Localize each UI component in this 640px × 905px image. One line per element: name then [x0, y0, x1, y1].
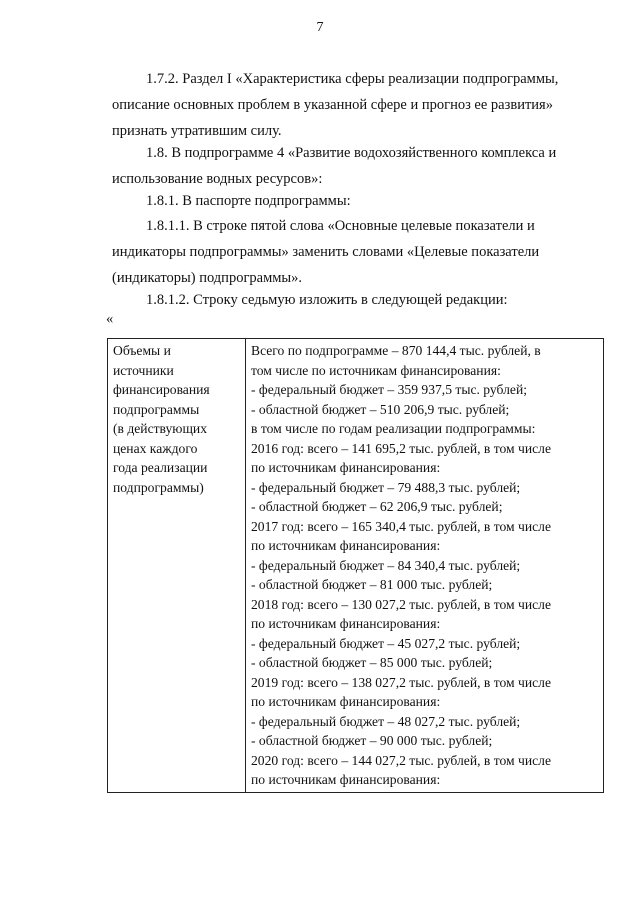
financing-line: - областной бюджет – 90 000 тыс. рублей; — [251, 733, 493, 748]
paragraph-line: 1.8. В подпрограмме 4 «Развитие водохозяйственного комплекса и — [146, 145, 557, 161]
opening-quote-mark: « — [106, 311, 114, 327]
paragraph-1-8 — [112, 140, 600, 192]
label-line: источники — [113, 362, 174, 378]
label-line: (в действующих — [113, 421, 207, 436]
financing-line: - федеральный бюджет – 79 488,3 тыс. рублей; — [251, 479, 521, 495]
label-line: подпрограммы — [113, 401, 200, 417]
financing-line: - федеральный бюджет – 48 027,2 тыс. рублей; — [251, 713, 521, 729]
financing-line: 2017 год: всего – 165 340,4 тыс. рублей, в том числе — [251, 518, 551, 534]
table-row — [108, 339, 604, 793]
financing-line: по источникам финансирования: — [251, 694, 441, 709]
paragraph-line: 1.8.1.1. В строке пятой слова «Основные целевые показатели и — [146, 218, 535, 234]
table-cell-financing-details — [246, 339, 604, 793]
financing-line: в том числе по годам реализации подпрограммы: — [251, 421, 536, 436]
paragraph-line: индикаторы подпрограммы» заменить словами «Целевые показатели — [112, 244, 540, 260]
financing-line: по источникам финансирования: — [251, 460, 441, 475]
paragraph-1-8-1-1 — [112, 213, 600, 291]
paragraph-line: 1.8.1. В паспорте подпрограммы: — [146, 193, 351, 209]
paragraph-line: признать утратившим силу. — [112, 123, 282, 139]
financing-line: том числе по источникам финансирования: — [251, 362, 501, 378]
financing-line: 2018 год: всего – 130 027,2 тыс. рублей, в том числе — [251, 596, 551, 612]
financing-line: - областной бюджет – 62 206,9 тыс. рублей; — [251, 499, 503, 514]
paragraph-1-7-2 — [112, 66, 600, 144]
label-line: Объемы и — [113, 343, 171, 358]
financing-table — [107, 338, 604, 793]
paragraph-1-8-1 — [112, 188, 600, 214]
financing-line: - областной бюджет – 85 000 тыс. рублей; — [251, 655, 493, 670]
paragraph-line: использование водных ресурсов»: — [112, 171, 323, 187]
financing-line: 2016 год: всего – 141 695,2 тыс. рублей, в том числе — [251, 440, 551, 456]
label-line: года реализации — [113, 460, 208, 475]
paragraph-line: 1.8.1.2. Строку седьмую изложить в следующей редакции: — [146, 292, 508, 308]
financing-line: по источникам финансирования: — [251, 616, 441, 631]
table-cell-label — [108, 339, 246, 793]
paragraph-line: 1.7.2. Раздел I «Характеристика сферы реализации подпрограммы, — [146, 71, 559, 87]
paragraph-line: (индикаторы) подпрограммы». — [112, 270, 303, 286]
financing-line: 2020 год: всего – 144 027,2 тыс. рублей, в том числе — [251, 752, 551, 768]
financing-line: - федеральный бюджет – 45 027,2 тыс. рублей; — [251, 635, 521, 651]
label-line: подпрограммы) — [113, 479, 204, 495]
financing-line: по источникам финансирования: — [251, 772, 441, 787]
financing-line: - областной бюджет – 81 000 тыс. рублей; — [251, 577, 493, 592]
financing-line: - федеральный бюджет – 359 937,5 тыс. рублей; — [251, 382, 527, 397]
financing-line: Всего по подпрограмме – 870 144,4 тыс. рублей, в — [251, 343, 541, 358]
financing-line: - федеральный бюджет – 84 340,4 тыс. рублей; — [251, 557, 521, 573]
paragraph-1-8-1-2 — [112, 287, 600, 313]
financing-line: - областной бюджет – 510 206,9 тыс. рублей; — [251, 401, 510, 417]
page-number: 7 — [316, 20, 324, 35]
label-line: ценах каждого — [113, 440, 198, 456]
label-line: финансирования — [113, 382, 210, 397]
financing-line: 2019 год: всего – 138 027,2 тыс. рублей, в том числе — [251, 674, 551, 690]
financing-line: по источникам финансирования: — [251, 538, 441, 553]
paragraph-line: описание основных проблем в указанной сфере и прогноз ее развития» — [112, 97, 553, 113]
